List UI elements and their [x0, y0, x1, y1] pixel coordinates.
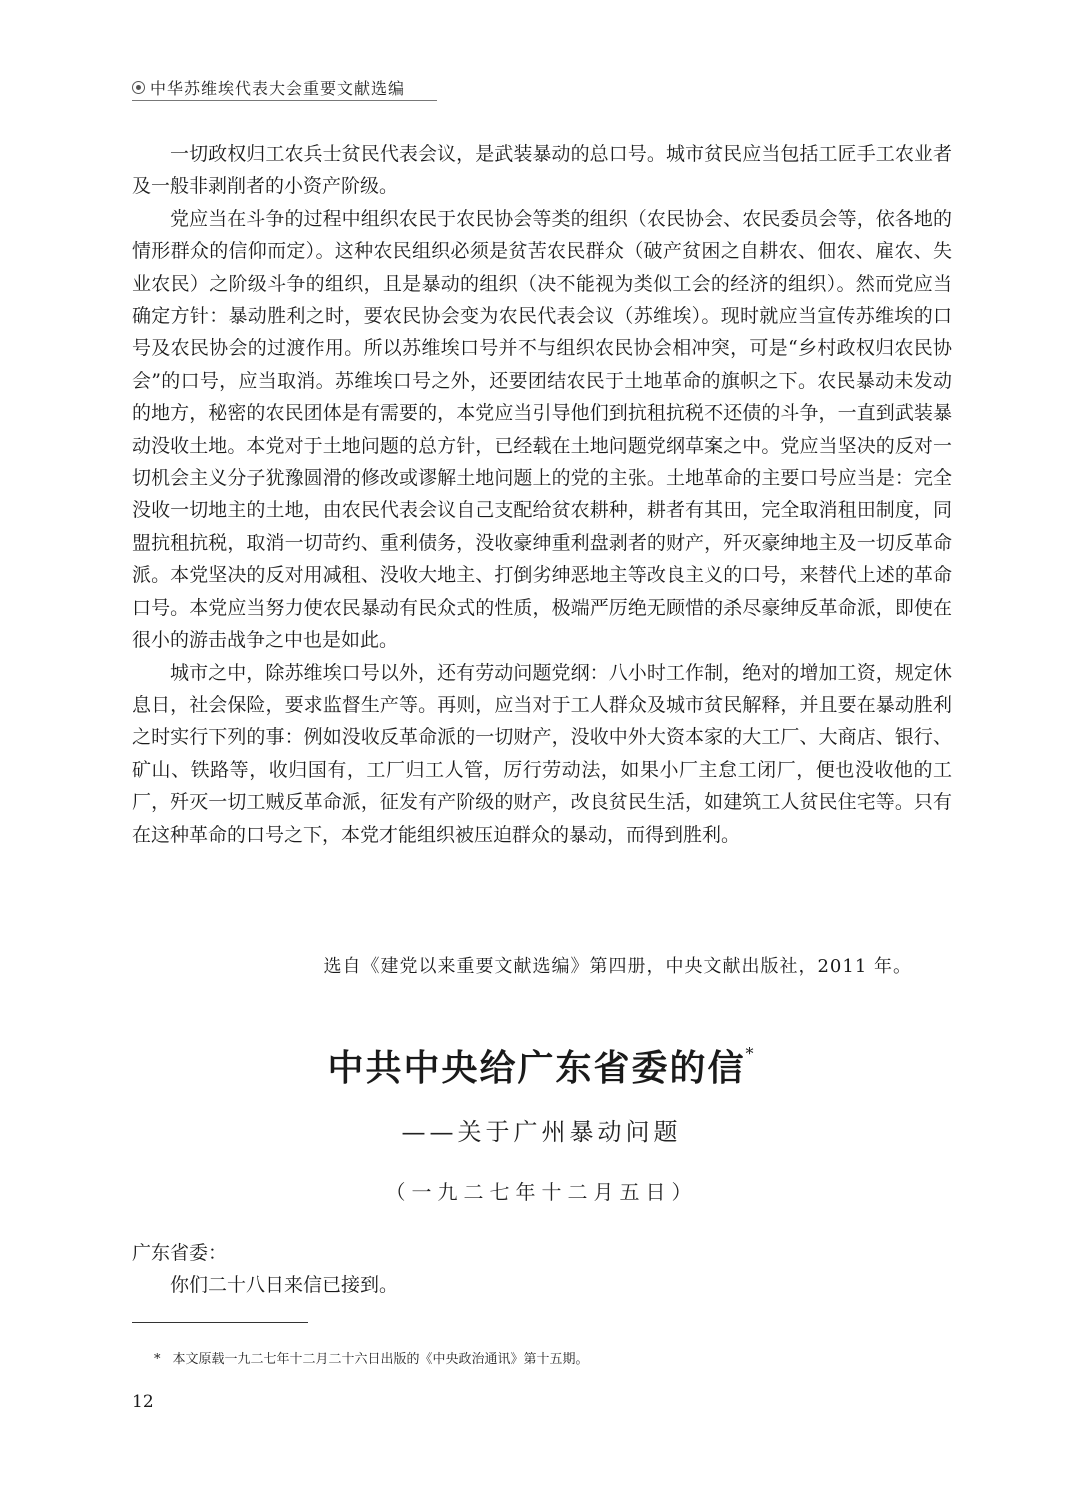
letter-first-line: 你们二十八日来信已接到。 — [170, 1274, 399, 1296]
footnote — [154, 1348, 589, 1367]
salutation: 广东省委： — [132, 1242, 228, 1264]
header-rule — [132, 100, 437, 101]
running-header — [132, 76, 405, 99]
running-title: 中华苏维埃代表大会重要文献选编 — [150, 79, 406, 98]
footnote-marker: * — [154, 1352, 161, 1367]
source-citation: 选自《建党以来重要文献选编》第四册，中央文献出版社，2011 年。 — [323, 956, 912, 977]
document-date: （一九二七年十二月五日） — [385, 1180, 698, 1204]
title-footnote-mark: * — [745, 1044, 756, 1063]
page-number: 12 — [132, 1392, 154, 1412]
document-title — [0, 1040, 1083, 1091]
document-title-text: 中共中央给广东省委的信 — [327, 1047, 746, 1089]
footnote-text: 本文原载一九二七年十二月二十六日出版的《中央政治通讯》第十五期。 — [172, 1352, 589, 1367]
body-text — [132, 138, 952, 851]
paragraph-2: 党应当在斗争的过程中组织农民于农民协会等类的组织（农民协会、农民委员会等，依各地的情形群众的信仰而定）。这种农民组织必须是贫苦农民群众（破产贫困之自耕农、佃农、雇农、失业农民）之阶级斗争的组织，且是暴动的组织（决不能视为类似工会的经济的组织）。然而党应当确定方针：暴动胜利之时，要农民协会变为农民代表会议（苏维埃）。现时就应当宣传苏维埃的口号及农民协会的过渡作用。所以苏维埃口号并不与组织农民协会相冲突，可是“乡村政权归农民协会”的口号，应当取消。苏维埃口号之外，还要团结农民于土地革命的旗帜之下。农民暴动未发动的地方，秘密的农民团体是有需要的，本党应当引导他们到抗租抗税不还债的斗争，一直到武装暴动没收土地。本党对于土地问题的总方针，已经载在土地问题党纲草案之中。党应当坚决的反对一切机会主义分子犹豫圆滑的修改或谬解土地问题上的党的主张。土地革命的主要口号应当是：完全没收一切地主的土地，由农民代表会议自己支配给贫农耕种，耕者有其田，完全取消租田制度，同盟抗租抗税，取消一切苛约、重利债务，没收豪绅重利盘剥者的财产，歼灭豪绅地主及一切反革命派。本党坚决的反对用减租、没收大地主、打倒劣绅恶地主等改良主义的口号，来替代上述的革命口号。本党应当努力使农民暴动有民众式的性质，极端严厉绝无顾惜的杀尽豪绅反革命派，即使在很小的游击战争之中也是如此。 — [132, 207, 952, 652]
paragraph-3: 城市之中，除苏维埃口号以外，还有劳动问题党纲：八小时工作制，绝对的增加工资，规定休息日，社会保险，要求监督生产等。再则，应当对于工人群众及城市贫民解释，并且要在暴动胜利之时实行下列的事：例如没收反革命派的一切财产，没收中外大资本家的大工厂、大商店、银行、矿山、铁路等，收归国有，工厂归工人管，厉行劳动法，如果小厂主怠工闭厂，便也没收他的工厂，歼灭一切工贼反革命派，征发有产阶级的财产，改良贫民生活，如建筑工人贫民住宅等。只有在这种革命的口号之下，本党才能组织被压迫群众的暴动，而得到胜利。 — [132, 661, 952, 846]
document-subtitle: ——关于广州暴动问题 — [401, 1118, 682, 1146]
footnote-rule — [132, 1322, 308, 1323]
paragraph-1: 一切政权归工农兵士贫民代表会议，是武装暴动的总口号。城市贫民应当包括工匠手工农业者及一般非剥削者的小资产阶级。 — [132, 143, 952, 198]
bullet-circle-icon — [132, 81, 145, 94]
